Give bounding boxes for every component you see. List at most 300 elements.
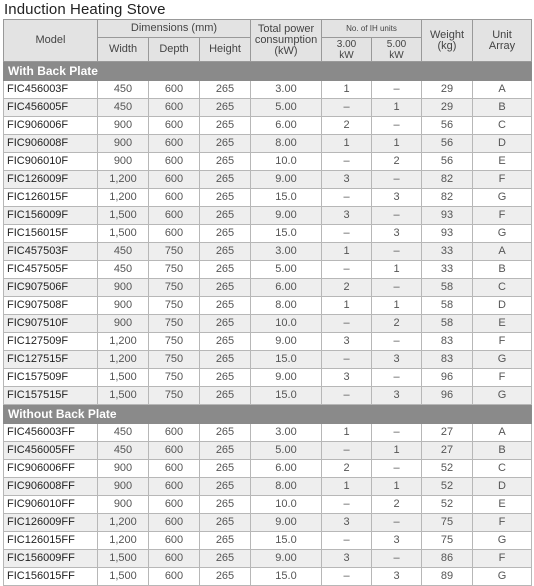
table-row — [4, 442, 532, 460]
cell-weight: 56 — [422, 153, 473, 171]
cell-depth: 600 — [149, 135, 200, 153]
cell-height: 265 — [200, 351, 251, 369]
cell-ih-3kw: 3 — [322, 514, 372, 532]
cell-weight: 56 — [422, 117, 473, 135]
cell-height: 265 — [200, 369, 251, 387]
cell-ih-3kw: 3 — [322, 550, 372, 568]
cell-depth: 750 — [149, 351, 200, 369]
cell-height: 265 — [200, 117, 251, 135]
cell-power: 5.00 — [251, 442, 322, 460]
table-row — [4, 568, 532, 586]
cell-ih-3kw: – — [322, 261, 372, 279]
cell-weight: 27 — [422, 424, 473, 442]
cell-ih-3kw: 2 — [322, 460, 372, 478]
cell-depth: 600 — [149, 442, 200, 460]
cell-width: 1,500 — [98, 225, 149, 243]
cell-height: 265 — [200, 424, 251, 442]
cell-unit-array: G — [473, 225, 532, 243]
cell-power: 15.0 — [251, 387, 322, 405]
cell-ih-3kw: – — [322, 387, 372, 405]
table-body — [4, 62, 532, 586]
cell-model: FIC456005F — [4, 99, 98, 117]
cell-height: 265 — [200, 514, 251, 532]
table-row — [4, 351, 532, 369]
cell-ih-5kw: – — [372, 369, 422, 387]
cell-unit-array: G — [473, 568, 532, 586]
cell-ih-3kw: 1 — [322, 81, 372, 99]
cell-model: FIC156009FF — [4, 550, 98, 568]
cell-height: 265 — [200, 568, 251, 586]
cell-ih-5kw: 3 — [372, 568, 422, 586]
cell-depth: 600 — [149, 424, 200, 442]
cell-width: 900 — [98, 496, 149, 514]
cell-unit-array: F — [473, 369, 532, 387]
cell-unit-array: F — [473, 333, 532, 351]
table-row — [4, 153, 532, 171]
cell-height: 265 — [200, 496, 251, 514]
cell-ih-5kw: – — [372, 424, 422, 442]
cell-ih-3kw: – — [322, 225, 372, 243]
cell-depth: 750 — [149, 387, 200, 405]
cell-ih-5kw: 3 — [372, 532, 422, 550]
cell-ih-5kw: 3 — [372, 351, 422, 369]
cell-power: 3.00 — [251, 81, 322, 99]
table-header — [4, 20, 532, 62]
cell-ih-5kw: 3 — [372, 225, 422, 243]
cell-depth: 600 — [149, 171, 200, 189]
cell-depth: 750 — [149, 297, 200, 315]
table-row — [4, 81, 532, 99]
spec-table — [3, 19, 532, 586]
cell-height: 265 — [200, 243, 251, 261]
header-ih-5kw-line1: 5.00 — [386, 38, 407, 50]
cell-power: 9.00 — [251, 550, 322, 568]
cell-weight: 27 — [422, 442, 473, 460]
cell-unit-array: B — [473, 442, 532, 460]
cell-depth: 600 — [149, 207, 200, 225]
cell-ih-5kw: 1 — [372, 478, 422, 496]
cell-depth: 600 — [149, 225, 200, 243]
cell-ih-3kw: 1 — [322, 243, 372, 261]
cell-model: FIC907506F — [4, 279, 98, 297]
cell-width: 1,500 — [98, 387, 149, 405]
cell-height: 265 — [200, 297, 251, 315]
cell-unit-array: C — [473, 117, 532, 135]
cell-unit-array: A — [473, 243, 532, 261]
header-weight — [422, 20, 473, 62]
cell-height: 265 — [200, 153, 251, 171]
cell-width: 900 — [98, 117, 149, 135]
cell-depth: 750 — [149, 315, 200, 333]
table-row — [4, 424, 532, 442]
cell-power: 6.00 — [251, 117, 322, 135]
cell-power: 8.00 — [251, 478, 322, 496]
cell-height: 265 — [200, 135, 251, 153]
cell-unit-array: E — [473, 315, 532, 333]
cell-power: 15.0 — [251, 568, 322, 586]
table-row — [4, 532, 532, 550]
header-ih-3kw — [322, 38, 372, 62]
table-row — [4, 514, 532, 532]
table-row — [4, 315, 532, 333]
cell-weight: 52 — [422, 478, 473, 496]
cell-ih-3kw: – — [322, 496, 372, 514]
cell-ih-3kw: – — [322, 153, 372, 171]
section-header — [4, 62, 532, 81]
table-row — [4, 171, 532, 189]
table-row — [4, 135, 532, 153]
header-weight-line1: Weight — [429, 28, 465, 41]
cell-power: 6.00 — [251, 460, 322, 478]
cell-model: FIC456003FF — [4, 424, 98, 442]
cell-width: 900 — [98, 297, 149, 315]
cell-width: 1,200 — [98, 189, 149, 207]
cell-ih-3kw: 2 — [322, 117, 372, 135]
cell-ih-5kw: 2 — [372, 315, 422, 333]
cell-width: 900 — [98, 153, 149, 171]
cell-width: 450 — [98, 99, 149, 117]
cell-height: 265 — [200, 189, 251, 207]
cell-width: 1,500 — [98, 568, 149, 586]
cell-ih-5kw: – — [372, 550, 422, 568]
cell-ih-5kw: 1 — [372, 135, 422, 153]
cell-weight: 75 — [422, 514, 473, 532]
cell-unit-array: C — [473, 279, 532, 297]
cell-model: FIC126015F — [4, 189, 98, 207]
cell-ih-5kw: 2 — [372, 496, 422, 514]
cell-width: 1,200 — [98, 333, 149, 351]
cell-depth: 600 — [149, 532, 200, 550]
cell-width: 450 — [98, 424, 149, 442]
cell-weight: 89 — [422, 568, 473, 586]
cell-depth: 600 — [149, 81, 200, 99]
table-row — [4, 297, 532, 315]
cell-ih-5kw: – — [372, 514, 422, 532]
cell-depth: 600 — [149, 478, 200, 496]
table-row — [4, 460, 532, 478]
cell-ih-3kw: 2 — [322, 279, 372, 297]
cell-ih-5kw: – — [372, 333, 422, 351]
cell-depth: 600 — [149, 460, 200, 478]
cell-ih-3kw: 1 — [322, 135, 372, 153]
header-ih-3kw-line1: 3.00 — [336, 38, 357, 50]
cell-power: 9.00 — [251, 207, 322, 225]
cell-ih-5kw: – — [372, 279, 422, 297]
cell-width: 900 — [98, 315, 149, 333]
cell-model: FIC906006F — [4, 117, 98, 135]
header-ih-units: No. of IH units — [322, 20, 422, 38]
cell-ih-5kw: – — [372, 243, 422, 261]
cell-weight: 82 — [422, 189, 473, 207]
cell-width: 900 — [98, 279, 149, 297]
cell-unit-array: B — [473, 99, 532, 117]
cell-power: 3.00 — [251, 424, 322, 442]
cell-model: FIC457505F — [4, 261, 98, 279]
header-ih-3kw-line2: kW — [339, 49, 354, 61]
table-row — [4, 387, 532, 405]
cell-height: 265 — [200, 171, 251, 189]
cell-power: 5.00 — [251, 261, 322, 279]
cell-unit-array: D — [473, 478, 532, 496]
cell-unit-array: G — [473, 351, 532, 369]
cell-unit-array: C — [473, 460, 532, 478]
cell-width: 1,200 — [98, 351, 149, 369]
cell-height: 265 — [200, 81, 251, 99]
cell-model: FIC127515F — [4, 351, 98, 369]
cell-width: 450 — [98, 81, 149, 99]
cell-model: FIC157509F — [4, 369, 98, 387]
cell-height: 265 — [200, 333, 251, 351]
cell-depth: 600 — [149, 153, 200, 171]
cell-weight: 83 — [422, 333, 473, 351]
cell-power: 15.0 — [251, 351, 322, 369]
cell-width: 1,200 — [98, 532, 149, 550]
cell-weight: 58 — [422, 315, 473, 333]
cell-weight: 96 — [422, 369, 473, 387]
cell-height: 265 — [200, 279, 251, 297]
cell-model: FIC126009F — [4, 171, 98, 189]
cell-model: FIC456003F — [4, 81, 98, 99]
cell-width: 900 — [98, 460, 149, 478]
header-weight-line2: (kg) — [437, 39, 457, 52]
cell-ih-3kw: 3 — [322, 207, 372, 225]
table-row — [4, 225, 532, 243]
cell-ih-3kw: 3 — [322, 171, 372, 189]
cell-power: 10.0 — [251, 496, 322, 514]
cell-unit-array: D — [473, 135, 532, 153]
cell-unit-array: G — [473, 532, 532, 550]
cell-height: 265 — [200, 99, 251, 117]
cell-model: FIC126015FF — [4, 532, 98, 550]
cell-ih-5kw: 1 — [372, 99, 422, 117]
cell-weight: 33 — [422, 243, 473, 261]
cell-depth: 600 — [149, 99, 200, 117]
cell-width: 900 — [98, 135, 149, 153]
cell-weight: 56 — [422, 135, 473, 153]
cell-width: 450 — [98, 261, 149, 279]
cell-power: 8.00 — [251, 297, 322, 315]
table-row — [4, 496, 532, 514]
table-row — [4, 189, 532, 207]
cell-weight: 58 — [422, 279, 473, 297]
header-power-line3: (kW) — [274, 45, 298, 57]
header-unit-line1: Unit — [492, 28, 512, 41]
cell-model: FIC157515F — [4, 387, 98, 405]
cell-unit-array: F — [473, 171, 532, 189]
cell-model: FIC907508F — [4, 297, 98, 315]
cell-weight: 86 — [422, 550, 473, 568]
header-dimensions: Dimensions (mm) — [98, 20, 251, 38]
cell-unit-array: G — [473, 189, 532, 207]
cell-power: 5.00 — [251, 99, 322, 117]
cell-weight: 83 — [422, 351, 473, 369]
cell-height: 265 — [200, 315, 251, 333]
header-power-line2: consumption — [254, 34, 318, 46]
cell-height: 265 — [200, 261, 251, 279]
table-row — [4, 117, 532, 135]
cell-unit-array: G — [473, 387, 532, 405]
cell-depth: 600 — [149, 496, 200, 514]
cell-unit-array: E — [473, 496, 532, 514]
cell-depth: 750 — [149, 243, 200, 261]
cell-width: 1,500 — [98, 550, 149, 568]
cell-weight: 52 — [422, 496, 473, 514]
cell-model: FIC907510F — [4, 315, 98, 333]
cell-power: 15.0 — [251, 532, 322, 550]
cell-unit-array: F — [473, 207, 532, 225]
cell-power: 9.00 — [251, 171, 322, 189]
cell-ih-5kw: 1 — [372, 442, 422, 460]
table-row — [4, 478, 532, 496]
cell-weight: 33 — [422, 261, 473, 279]
header-ih-5kw — [372, 38, 422, 62]
cell-depth: 600 — [149, 568, 200, 586]
cell-width: 1,200 — [98, 514, 149, 532]
cell-ih-3kw: 1 — [322, 297, 372, 315]
cell-ih-5kw: – — [372, 81, 422, 99]
cell-ih-3kw: – — [322, 351, 372, 369]
cell-model: FIC906008F — [4, 135, 98, 153]
cell-power: 9.00 — [251, 333, 322, 351]
cell-weight: 52 — [422, 460, 473, 478]
cell-power: 10.0 — [251, 153, 322, 171]
table-row — [4, 99, 532, 117]
cell-width: 450 — [98, 243, 149, 261]
cell-weight: 93 — [422, 225, 473, 243]
cell-unit-array: A — [473, 81, 532, 99]
cell-ih-3kw: – — [322, 315, 372, 333]
cell-depth: 600 — [149, 117, 200, 135]
cell-ih-3kw: 1 — [322, 478, 372, 496]
table-row — [4, 369, 532, 387]
cell-model: FIC127509F — [4, 333, 98, 351]
cell-height: 265 — [200, 460, 251, 478]
cell-weight: 96 — [422, 387, 473, 405]
cell-ih-3kw: – — [322, 442, 372, 460]
cell-ih-3kw: – — [322, 568, 372, 586]
cell-depth: 600 — [149, 189, 200, 207]
header-width: Width — [98, 38, 149, 62]
cell-power: 15.0 — [251, 189, 322, 207]
section-header — [4, 405, 532, 424]
cell-ih-3kw: – — [322, 532, 372, 550]
cell-ih-3kw: – — [322, 189, 372, 207]
table-row — [4, 550, 532, 568]
table-row — [4, 261, 532, 279]
header-model: Model — [4, 20, 98, 62]
cell-depth: 600 — [149, 550, 200, 568]
cell-power: 6.00 — [251, 279, 322, 297]
header-unit-line2: Array — [488, 39, 516, 52]
cell-depth: 750 — [149, 369, 200, 387]
cell-width: 900 — [98, 478, 149, 496]
cell-model: FIC457503F — [4, 243, 98, 261]
cell-width: 1,500 — [98, 207, 149, 225]
page-title: Induction Heating Stove — [4, 1, 166, 18]
header-power-line1: Total power — [257, 23, 315, 35]
cell-model: FIC906010F — [4, 153, 98, 171]
cell-weight: 93 — [422, 207, 473, 225]
cell-width: 1,200 — [98, 171, 149, 189]
cell-ih-5kw: 1 — [372, 261, 422, 279]
cell-ih-5kw: 1 — [372, 297, 422, 315]
cell-height: 265 — [200, 550, 251, 568]
cell-ih-5kw: – — [372, 460, 422, 478]
cell-ih-3kw: 1 — [322, 424, 372, 442]
cell-model: FIC456005FF — [4, 442, 98, 460]
cell-weight: 29 — [422, 81, 473, 99]
cell-power: 9.00 — [251, 514, 322, 532]
cell-ih-5kw: 3 — [372, 387, 422, 405]
table-row — [4, 243, 532, 261]
cell-ih-3kw: 3 — [322, 333, 372, 351]
cell-ih-5kw: 2 — [372, 153, 422, 171]
cell-ih-3kw: 3 — [322, 369, 372, 387]
cell-model: FIC906006FF — [4, 460, 98, 478]
cell-model: FIC906008FF — [4, 478, 98, 496]
table-row — [4, 207, 532, 225]
cell-ih-5kw: 3 — [372, 189, 422, 207]
cell-height: 265 — [200, 225, 251, 243]
cell-model: FIC156009F — [4, 207, 98, 225]
cell-model: FIC156015F — [4, 225, 98, 243]
table-row — [4, 279, 532, 297]
header-power — [251, 20, 322, 62]
cell-height: 265 — [200, 442, 251, 460]
cell-ih-5kw: – — [372, 171, 422, 189]
cell-depth: 750 — [149, 279, 200, 297]
cell-weight: 29 — [422, 99, 473, 117]
cell-model: FIC156015FF — [4, 568, 98, 586]
cell-width: 450 — [98, 442, 149, 460]
cell-unit-array: F — [473, 550, 532, 568]
cell-power: 9.00 — [251, 369, 322, 387]
header-unit-array — [473, 20, 532, 62]
header-depth: Depth — [149, 38, 200, 62]
cell-ih-5kw: – — [372, 117, 422, 135]
cell-model: FIC126009FF — [4, 514, 98, 532]
cell-unit-array: D — [473, 297, 532, 315]
cell-ih-3kw: – — [322, 99, 372, 117]
cell-power: 8.00 — [251, 135, 322, 153]
cell-power: 3.00 — [251, 243, 322, 261]
cell-weight: 82 — [422, 171, 473, 189]
cell-power: 15.0 — [251, 225, 322, 243]
cell-height: 265 — [200, 478, 251, 496]
cell-unit-array: E — [473, 153, 532, 171]
cell-depth: 750 — [149, 261, 200, 279]
cell-ih-5kw: – — [372, 207, 422, 225]
header-ih-5kw-line2: kW — [389, 49, 404, 61]
cell-power: 10.0 — [251, 315, 322, 333]
table-row — [4, 333, 532, 351]
section-label: Without Back Plate — [4, 405, 532, 424]
cell-model: FIC906010FF — [4, 496, 98, 514]
cell-weight: 75 — [422, 532, 473, 550]
cell-depth: 600 — [149, 514, 200, 532]
cell-unit-array: F — [473, 514, 532, 532]
cell-unit-array: A — [473, 424, 532, 442]
cell-height: 265 — [200, 387, 251, 405]
section-label: With Back Plate — [4, 62, 532, 81]
cell-height: 265 — [200, 207, 251, 225]
header-height: Height — [200, 38, 251, 62]
cell-height: 265 — [200, 532, 251, 550]
cell-width: 1,500 — [98, 369, 149, 387]
cell-unit-array: B — [473, 261, 532, 279]
cell-weight: 58 — [422, 297, 473, 315]
cell-depth: 750 — [149, 333, 200, 351]
